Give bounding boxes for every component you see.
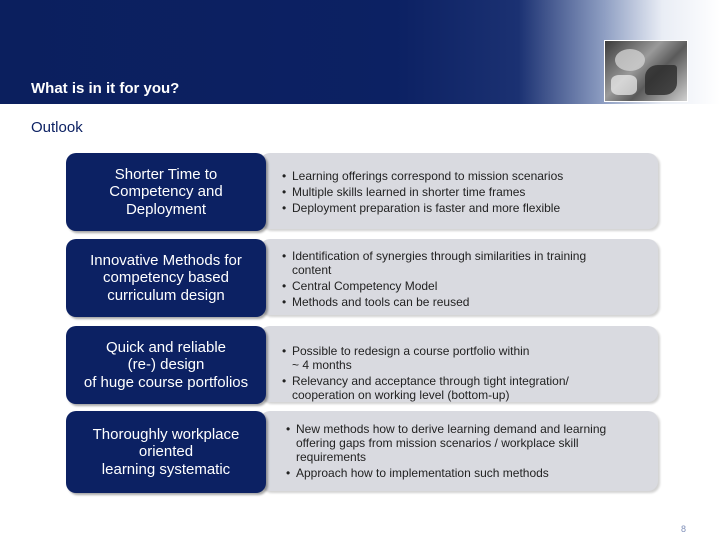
benefit-title-box: [66, 411, 266, 493]
bullet-icon: •: [282, 295, 287, 309]
bullet-icon: •: [282, 249, 287, 263]
bullet-icon: •: [286, 466, 291, 480]
header-photo: [604, 40, 688, 102]
outlook-row-1: [66, 153, 660, 231]
bullet-item: • Identification of synergies through similarities in training content: [282, 249, 587, 277]
benefit-title-box: [66, 326, 266, 404]
bullet-item: • Relevancy and acceptance through tight integration/ cooperation on working level (bottom-up): [282, 374, 569, 402]
bullet-icon: •: [282, 279, 287, 293]
benefit-title-box: [66, 153, 266, 231]
benefit-bullets: [282, 249, 586, 311]
benefit-bullets: [282, 169, 563, 217]
outlook-row-2: [66, 239, 660, 317]
page-title: What is in it for you?: [31, 80, 180, 97]
benefit-title-box: [66, 239, 266, 317]
benefit-title: Innovative Methods for competency based curriculum design: [90, 251, 242, 304]
benefit-bullets: [282, 344, 569, 404]
benefit-title: Quick and reliable (re-) design of huge course portfolios: [83, 338, 249, 391]
benefit-bullets: [286, 422, 606, 482]
bullet-icon: •: [282, 201, 287, 215]
bullet-item: • Central Competency Model: [282, 279, 438, 293]
bullet-icon: •: [286, 422, 291, 436]
bullet-item: • Multiple skills learned in shorter time frames: [282, 185, 526, 199]
benefit-title: Shorter Time to Competency and Deployment: [109, 165, 223, 218]
section-subtitle: Outlook: [31, 119, 83, 136]
bullet-icon: •: [282, 169, 287, 183]
bullet-icon: •: [282, 185, 287, 199]
bullet-item: • Approach how to implementation such methods: [286, 466, 549, 480]
page-number: 8: [681, 524, 687, 534]
benefit-title: Thoroughly workplace oriented learning systematic: [92, 425, 240, 478]
bullet-icon: •: [282, 374, 287, 388]
bullet-item: • Methods and tools can be reused: [282, 295, 470, 309]
bullet-item: • Deployment preparation is faster and more flexible: [282, 201, 561, 215]
bullet-item: • New methods how to derive learning demand and learning offering gaps from mission scenarios / workplace skill requirements: [286, 422, 607, 464]
bullet-item: • Possible to redesign a course portfolio within ~ 4 months: [282, 344, 530, 372]
bullet-item: • Learning offerings correspond to mission scenarios: [282, 169, 564, 183]
outlook-row-3: [66, 326, 660, 404]
outlook-row-4: [66, 411, 660, 493]
bullet-icon: •: [282, 344, 287, 358]
